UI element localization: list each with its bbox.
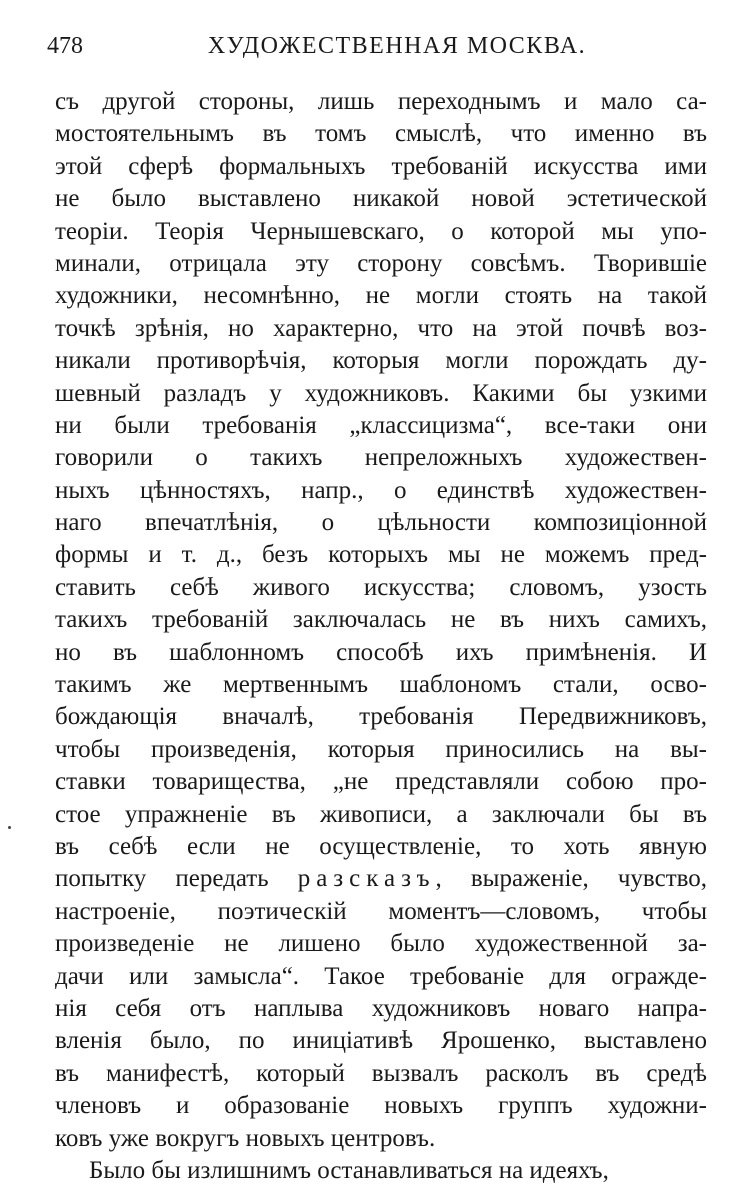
text-line: говорили о такихъ непреложныхъ художествен- — [55, 444, 707, 472]
text-line: дачи или замысла“. Такое требованіе для огражде- — [55, 962, 707, 990]
text-line: наго впечатлѣнія, о цѣльности композиціонной — [55, 509, 707, 537]
text-line: точкѣ зрѣнія, но характерно, что на этой почвѣ воз- — [55, 314, 707, 342]
text-line: вленія было, по иниціативѣ Ярошенко, выставлено — [55, 1027, 707, 1055]
text-line: формы и т. д., безъ которыхъ мы не можемъ пред- — [55, 541, 707, 569]
text-line: въ манифестѣ, который вызвалъ расколъ въ средѣ — [55, 1059, 707, 1087]
text-line: такихъ требованій заключалась не въ нихъ самихъ, — [55, 606, 707, 634]
text-line: ни были требованія „классицизма“, все-таки они — [55, 411, 707, 439]
text-line: художники, несомнѣнно, не могли стоять на такой — [55, 282, 707, 310]
text-segment: попытку передать — [55, 865, 298, 893]
text-line: минали, отрицала эту сторону совсѣмъ. Творившіе — [55, 249, 707, 277]
text-line: стое упражненіе въ живописи, а заключали бы въ — [55, 800, 707, 828]
body-text — [55, 86, 707, 1187]
text-line: членовъ и образованіе новыхъ группъ художни- — [55, 1092, 707, 1120]
text-line: мостоятельнымъ въ томъ смыслѣ, что именно въ — [55, 120, 707, 148]
text-line: съ другой стороны, лишь переходнымъ и мало са- — [55, 88, 707, 115]
text-line: настроеніе, поэтическій моментъ—словомъ, чтобы — [55, 897, 707, 925]
text-line: ставить себѣ живого искусства; словомъ, узость — [55, 573, 707, 601]
text-line: ковъ уже вокругъ новыхъ центровъ. — [55, 1124, 436, 1152]
text-line: въ себѣ если не осуществленіе, то хоть явную — [55, 832, 707, 860]
page-header — [47, 30, 707, 62]
text-line: не было выставлено никакой новой эстетической — [55, 185, 707, 213]
text-line: никали противорѣчія, которыя могли порождать ду- — [55, 347, 707, 375]
running-title: ХУДОЖЕСТВЕННАЯ МОСКВА. — [207, 33, 587, 59]
text-line — [55, 863, 707, 895]
text-line: ныхъ цѣнностяхъ, напр., о единствѣ художествен- — [55, 476, 707, 504]
text-segment: , выраженіе, чувство, — [435, 865, 707, 893]
text-line: бождающія вначалѣ, требованія Передвижниковъ, — [55, 703, 707, 731]
spaced-emphasis: разсказъ — [297, 865, 436, 893]
text-line: этой сферѣ формальныхъ требованій искусства ими — [55, 152, 707, 180]
text-line: чтобы произведенія, которыя приносились на вы- — [55, 735, 707, 763]
text-line: произведеніе не лишено было художественной за- — [55, 930, 707, 958]
text-line: ставки товарищества, „не представляли собою про- — [55, 768, 707, 796]
page-number: 478 — [47, 33, 83, 59]
text-line: нія себя отъ наплыва художниковъ новаго напра- — [55, 994, 707, 1022]
text-line: шевный разладъ у художниковъ. Какими бы узкими — [55, 379, 707, 407]
text-line: такимъ же мертвеннымъ шаблономъ стали, осво- — [55, 671, 707, 699]
paragraph-start-line: Было бы излишнимъ останавливаться на идеяхъ, — [89, 1156, 609, 1184]
text-line: теоріи. Теорія Чернышевскаго, о которой мы упо- — [55, 217, 707, 245]
text-line: но въ шаблонномъ способѣ ихъ примѣненія. И — [55, 638, 707, 666]
margin-dot — [8, 826, 11, 829]
